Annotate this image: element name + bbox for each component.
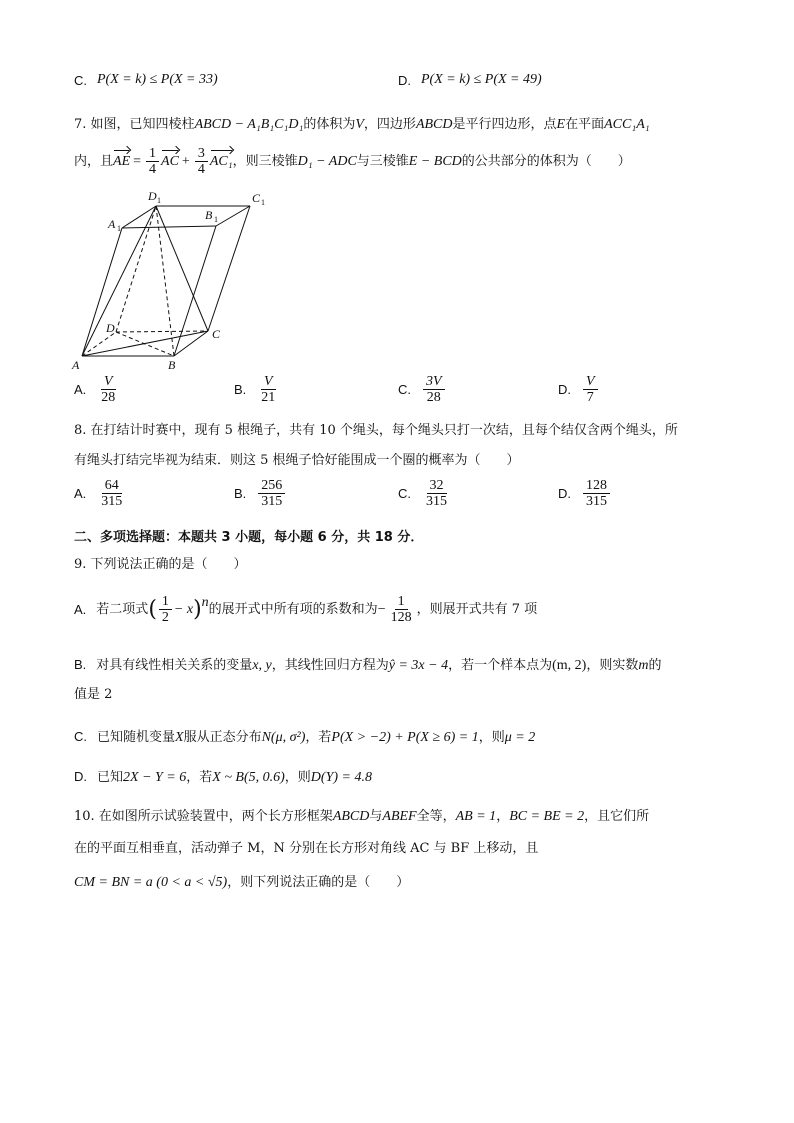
option-fraction: $\frac{64}{315}$	[101, 478, 123, 509]
svg-text:1: 1	[117, 224, 121, 233]
option-fraction: $\frac{V}{28}$	[101, 374, 116, 405]
q10-stem-line1: 10. 在如图所示试验装置中，两个长方形框架ABCD与ABEF全等，AB = 1，BC = BE = 2，且它们所	[74, 809, 650, 824]
option-fraction: $\frac{128}{315}$	[583, 478, 610, 509]
fraction-three-quarters: $\frac{3}{4}$	[195, 146, 208, 177]
q6-option-c[interactable]	[74, 72, 218, 88]
q8-option-a[interactable]: A. $\frac{64}{315}$	[74, 478, 127, 509]
svg-text:1: 1	[261, 198, 265, 207]
section-heading: 二、多项选择题：本题共 3 小题，每小题 6 分，共 18 分．	[74, 530, 424, 545]
label-b: B	[168, 358, 176, 372]
edge-d1-c	[156, 206, 208, 331]
vector-ac1: AC₁	[209, 153, 233, 169]
label-d1: D	[148, 189, 157, 203]
q9-option-b[interactable]: B. 对具有线性相关关系的变量x, y，其线性回归方程为ŷ = 3x − 4，若一个样本点为(m, 2)，则实数m的	[74, 657, 662, 673]
q8-stem-line2: 有绳头打结完毕视为结束．则这 5 根绳子恰好能围成一个圈的概率为（ ）	[74, 453, 520, 468]
q10-stem-line3: CM = BN = a (0 < a < √5)，则下列说法正确的是（ ）	[74, 875, 410, 890]
label-a: A	[72, 358, 80, 372]
q7-option-b[interactable]: B. $\frac{V}{21}$	[234, 374, 280, 405]
option-fraction: $\frac{V}{7}$	[583, 374, 598, 405]
q9-option-b-line2: 值是 2	[74, 687, 113, 702]
q9-option-d[interactable]: D. 已知2X − Y = 6，若X ~ B(5, 0.6)，则D(Y) = 4.8	[74, 769, 372, 785]
q7-option-d[interactable]: D. $\frac{V}{7}$	[558, 374, 600, 405]
q9-option-a[interactable]: A. 若二项式 ( $\frac{1}{2}$ − x ) n 的展开式中所有项的系数和为 − $\frac{1}{128}$ ，则展开式共有 7 项	[74, 594, 538, 625]
option-fraction: $\frac{V}{21}$	[261, 374, 276, 405]
option-expression: P(X = k) ≤ P(X = 49)	[421, 72, 542, 87]
q7-option-a[interactable]: A. $\frac{V}{28}$	[74, 374, 120, 405]
q7-option-c[interactable]: C. $\frac{3V}{28}$	[398, 374, 447, 405]
edge-c-c1	[208, 206, 250, 331]
vector-ae: AE	[113, 153, 131, 169]
q8-stem-line1: 8. 在打结计时赛中，现有 5 根绳子，共有 10 个绳头，每个绳头只打一次结，且每个结仅含两个绳头，所	[74, 423, 678, 438]
option-fraction: $\frac{3V}{28}$	[423, 374, 445, 405]
edge-d-c	[116, 331, 208, 332]
label-a1: A	[108, 217, 116, 231]
q7-stem-line1: 7. 如图，已知四棱柱ABCD − A₁B₁C₁D₁的体积为V，四边形ABCD是平行四边形，点E在平面ACC₁A₁	[74, 117, 650, 132]
edge-b1-c1	[216, 206, 250, 226]
label-c: C	[212, 327, 221, 341]
edge-d-d1	[116, 206, 156, 332]
q7-stem-line2: 内，且 AE = $\frac{1}{4}$ AC + $\frac{3}{4}$ AC₁ ，则三棱锥 D₁ − ADC 与三棱锥 E − BCD 的公共部分的体积为（ ）	[74, 146, 631, 177]
edge-a-a1	[82, 228, 122, 356]
q6-option-d[interactable]	[398, 72, 542, 88]
q8-option-c[interactable]: C. $\frac{32}{315}$	[398, 478, 452, 509]
prism-figure	[70, 186, 270, 372]
svg-text:1: 1	[214, 215, 218, 224]
q8-option-d[interactable]: D. $\frac{128}{315}$	[558, 478, 612, 509]
option-label: C.	[74, 72, 87, 88]
option-label: D.	[398, 72, 411, 88]
fraction-one-half: $\frac{1}{2}$	[159, 594, 172, 625]
label-c1: C	[252, 191, 261, 205]
vector-ac: AC	[161, 153, 179, 169]
option-expression: P(X = k) ≤ P(X = 33)	[97, 72, 218, 87]
svg-text:1: 1	[157, 196, 161, 205]
q9-option-c[interactable]: C. 已知随机变量X服从正态分布N(μ, σ²)，若P(X > −2) + P(X ≥ 6) = 1，则μ = 2	[74, 729, 536, 745]
edge-d-b	[116, 332, 174, 356]
edge-a1-b1	[122, 226, 216, 228]
fraction-one-quarter: $\frac{1}{4}$	[146, 146, 159, 177]
q9-stem: 9. 下列说法正确的是（ ）	[74, 557, 247, 572]
q8-option-b[interactable]: B. $\frac{256}{315}$	[234, 478, 287, 509]
option-fraction: $\frac{256}{315}$	[258, 478, 285, 509]
label-b1: B	[205, 208, 213, 222]
fraction-one-over-128: $\frac{1}{128}$	[390, 594, 412, 625]
q10-stem-line2: 在的平面互相垂直，活动弹子 M，N 分别在长方形对角线 AC 与 BF 上移动，且	[74, 841, 539, 856]
label-d: D	[106, 321, 115, 335]
option-fraction: $\frac{32}{315}$	[426, 478, 447, 509]
